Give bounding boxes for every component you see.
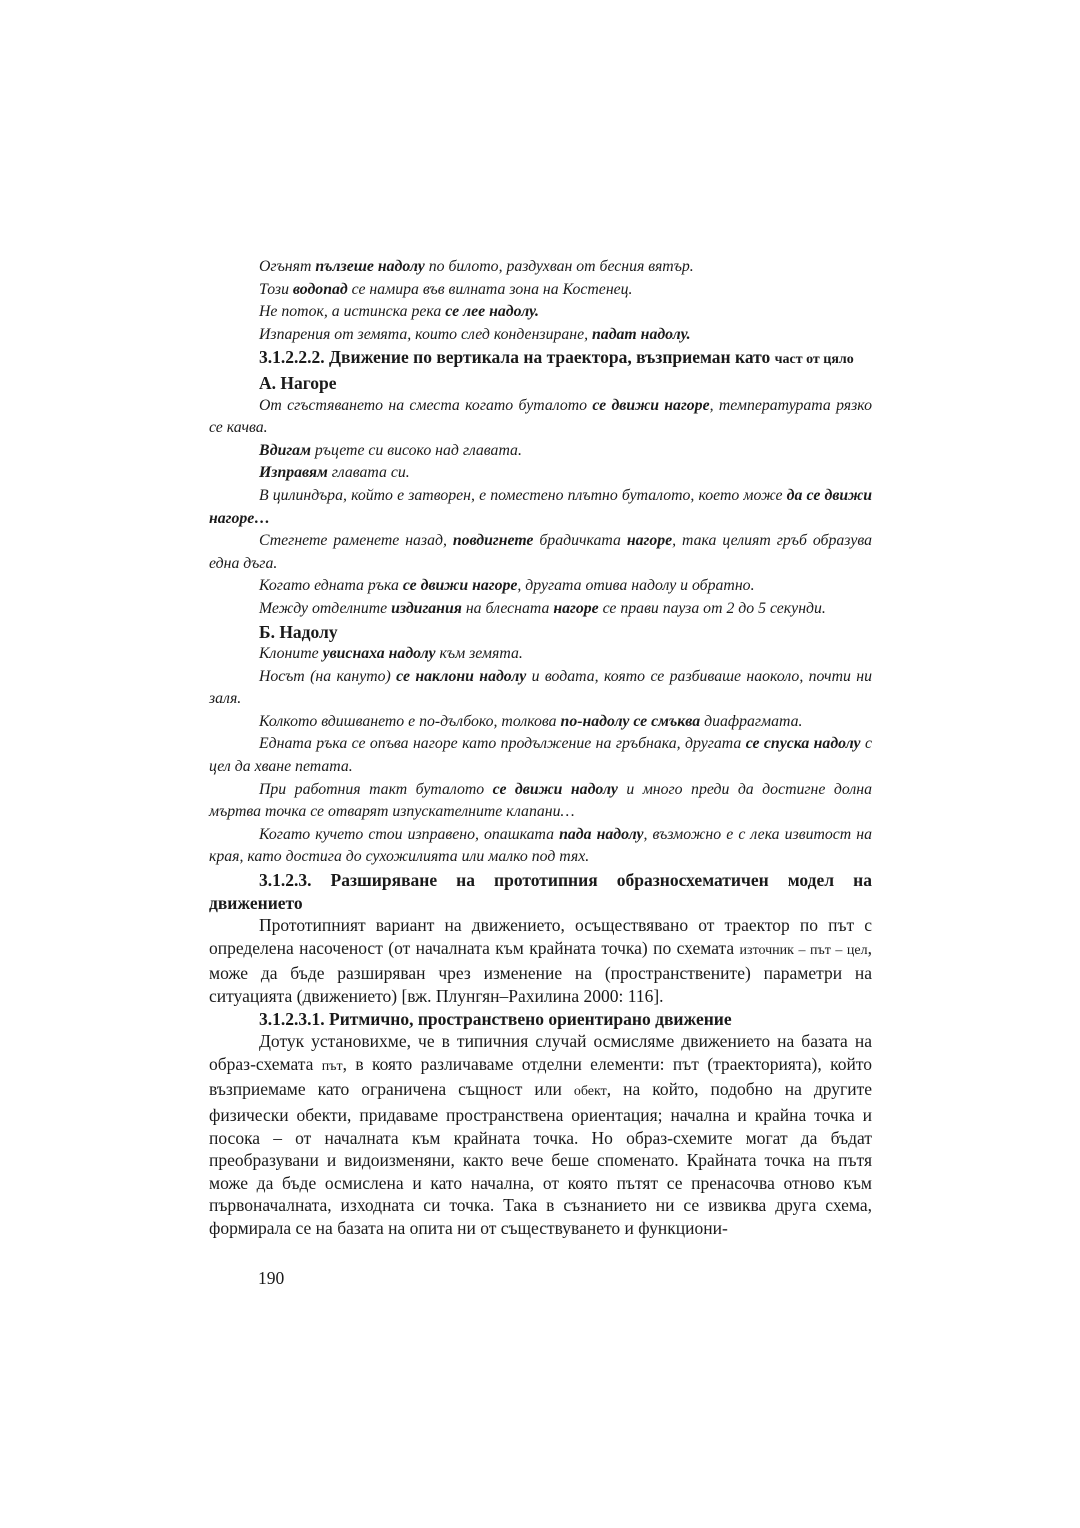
example-sentence: Едната ръка се опъва нагоре като продължение на гръбнака, другата се спуска надолу с цел да хване петата. <box>209 735 872 776</box>
example-sentence: Изпарения от земята, които след кондензиране, падат надолу. <box>259 325 691 343</box>
example-sentence: Когато едната ръка се движи нагоре, другата отива надолу и обратно. <box>259 577 755 595</box>
example-sentence: Вдигам ръцете си високо над главата. <box>259 441 522 459</box>
example-sentence: Когато кучето стои изправено, опашката пада надолу, възможно е с лека извитост на края, като достига до сухожилията или малко под тях. <box>209 825 872 866</box>
subsection-heading-up: А. Нагоре <box>259 372 337 393</box>
example-sentence: В цилиндъра, който е затворен, е поместено плътно буталото, което може да се движи нагоре… <box>209 486 872 527</box>
page-number: 190 <box>258 1268 285 1288</box>
example-sentence: Изправям главата си. <box>259 464 410 482</box>
example-sentence: При работния такт буталото се движи надолу и много преди да достигне долна мъртва точка се отварят изпускателните клапани… <box>209 780 872 821</box>
body-paragraph: Дотук установихме, че в типичния случай осмисляме движението на базата на образ-схемата път, в която различаваме отделни елементи: път (траекторията), който възприемаме като ограничена същност или обект, на който, подобно на другите физически обекти, придаваме пространствена ориентация; начална и крайна точка и посока – от началната към крайната точка. Но образ-схемите могат да бъдат преобразувани и видоизменяни, както вече беше споменато. Крайната точка на пътя може да бъде осмислена и като начална, от която пътят се пренасочва отново към първоначалната, изходната си точка. Така в съзнанието ни се извиква друга схема, формирала се на базата на опита ни от съществуването и функциони- <box>209 1031 873 1238</box>
example-sentence: Стегнете раменете назад, повдигнете брадичката нагоре, така целият гръб образува една дъга. <box>209 532 872 572</box>
section-heading: 3.1.2.3.1. Ритмично, пространствено ориентирано движение <box>259 1008 732 1029</box>
example-sentence: Колкото вдишването е по-дълбоко, толкова по-надолу се смъква диафрагмата. <box>259 712 803 730</box>
example-sentence: Огънят пълзеше надолу по билото, раздухван от бесния вятър. <box>259 258 694 275</box>
section-heading: 3.1.2.2.2. Движение по вертикала на траектора, възприеман като част от цяло <box>259 347 854 368</box>
example-sentence: Между отделните издигания на блесната нагоре се прави пауза от 2 до 5 секунди. <box>259 599 826 617</box>
example-sentence: Клоните увиснаха надолу към земята. <box>259 645 523 663</box>
body-paragraph: Прототипният вариант на движението, осъществявано от траектор по път с определена насоченост (от началната към крайната точка) по схемата източник – път – цел, може да бъде разширяван чрез изменение на (пространствените) параметри на ситуацията (движението) [вж. Плунгян–Рахилина 2000: 116]. <box>209 915 872 1006</box>
example-sentence: От сгъстяването на сместа когато буталото се движи нагоре, температурата рязко се качва. <box>209 396 872 437</box>
page-text <box>209 256 872 1240</box>
section-heading: 3.1.2.3. Разширяване на прототипния образносхематичен модел на движението <box>209 870 872 913</box>
example-sentence: Този водопад се намира във вилната зона на Костенец. <box>259 280 633 298</box>
subsection-heading-down: Б. Надолу <box>259 621 338 642</box>
example-sentence: Не поток, а истинска река се лее надолу. <box>259 303 539 321</box>
example-sentence: Носът (на кануто) се наклони надолу и водата, която се разбиваше наоколо, почти ни заля. <box>209 667 873 708</box>
